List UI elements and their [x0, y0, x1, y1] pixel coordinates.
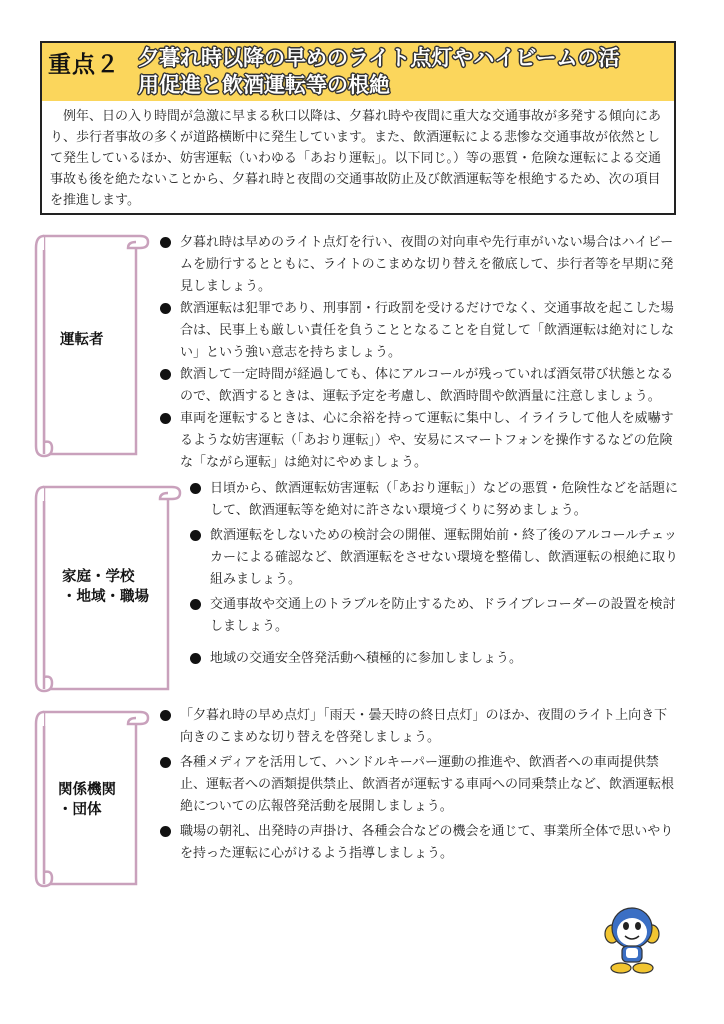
bullet-list-community [188, 478, 680, 670]
list-item: 職場の朝礼、出発時の声掛け、各種会合などの機会を通じて、事業所全体で思いやりを持った運転に心がけるよう指導しましょう。 [158, 821, 680, 865]
list-item: 夕暮れ時は早めのライト点灯を行い、夜間の対向車や先行車がいない場合はハイビームを励行するとともに、ライトのこまめな切り替えを徹底して、歩行者等を早期に発見しましょう。 [158, 232, 678, 298]
bullet-icon [160, 710, 171, 721]
list-item: 交通事故や交通上のトラブルを防止するため、ドライブレコーダーの設置を検討しましょう。 [188, 594, 680, 638]
intro-paragraph: 例年、日の入り時間が急激に早まる秋口以降は、夕暮れ時や夜間に重大な交通事故が多発する傾向にあり、歩行者事故の多くが道路横断中に発生しています。また、飲酒運転による悲惨な交通事故が依然として発生しているほか、妨害運転（いわゆる「あおり運転」。以下同じ。）等の悪質・危険な運転による交通事故も後を絶たないことから、夕暮れ時と夜間の交通事故防止及び飲酒運転等を根絶するため、次の項目を推進します。 [50, 109, 662, 208]
bullet-icon [160, 237, 171, 248]
list-item: 地域の交通安全啓発活動へ積極的に参加しましょう。 [188, 648, 680, 670]
title-band [42, 43, 674, 101]
bullet-icon [190, 653, 201, 664]
bullet-icon [160, 369, 171, 380]
list-item: 各種メディアを活用して、ハンドルキーパー運動の推進や、飲酒者への車両提供禁止、運転者への酒類提供禁止、飲酒者が運転する車両への同乗禁止など、飲酒運転根絶についての広報啓発活動を展開しましょう。 [158, 752, 680, 818]
bullet-icon [190, 530, 201, 541]
list-item: 車両を運転するときは、心に余裕を持って運転に集中し、イライラして他人を威嚇するような妨害運転（「あおり運転」）や、安易にスマートフォンを操作するなどの危険な「ながら運転」は絶対にやめましょう。 [158, 408, 678, 474]
list-item: 「夕暮れ時の早め点灯」「雨天・曇天時の終日点灯」のほか、夜間のライト上向き下向きのこまめな切り替えを啓発しましょう。 [158, 705, 680, 749]
bullet-list-organizations [158, 705, 680, 865]
header-box [40, 41, 676, 215]
bullet-icon [190, 599, 201, 610]
list-item: 日頃から、飲酒運転妨害運転（「あおり運転」）などの悪質・危険性などを話題にして、飲酒運転等を絶対に許さない環境づくりに努めましょう。 [188, 478, 680, 522]
list-item: 飲酒して一定時間が経過しても、体にアルコールが残っていれば酒気帯び状態となるので、飲酒するときは、運転予定を考慮し、飲酒時間や飲酒量に注意しましょう。 [158, 364, 678, 408]
mascot-icon [604, 904, 660, 976]
list-item: 飲酒運転をしないための検討会の開催、運転開始前・終了後のアルコールチェッカーによる確認など、飲酒運転をさせない環境を整備し、飲酒運転の根絶に取り組みましょう。 [188, 525, 680, 591]
bullet-icon [190, 483, 201, 494]
bullet-icon [160, 757, 171, 768]
scroll-label-drivers [32, 228, 150, 460]
bullet-icon [160, 413, 171, 424]
title-line-2: 用促進と飲酒運転等の根絶 [138, 73, 390, 97]
title-line-1: 夕暮れ時以降の早めのライト点灯やハイビームの活 [138, 46, 620, 70]
bullet-list-drivers [158, 232, 678, 474]
scroll-label-community [32, 477, 182, 695]
list-item: 飲酒運転は犯罪であり、刑事罰・行政罰を受けるだけでなく、交通事故を起こした場合は、民事上も厳しい責任を負うこととなることを自覚して「飲酒運転は絶対にしない」という強い意志を持ちましょう。 [158, 298, 678, 364]
section-label: 家庭・学校 ・地域・職場 [62, 569, 149, 605]
bullet-icon [160, 303, 171, 314]
priority-tag: 重点２ [48, 52, 120, 78]
section-label: 関係機関 ・団体 [58, 782, 116, 818]
section-label: 運転者 [60, 332, 104, 348]
bullet-icon [160, 826, 171, 837]
page-title [138, 45, 670, 99]
scroll-label-organizations [32, 704, 150, 888]
